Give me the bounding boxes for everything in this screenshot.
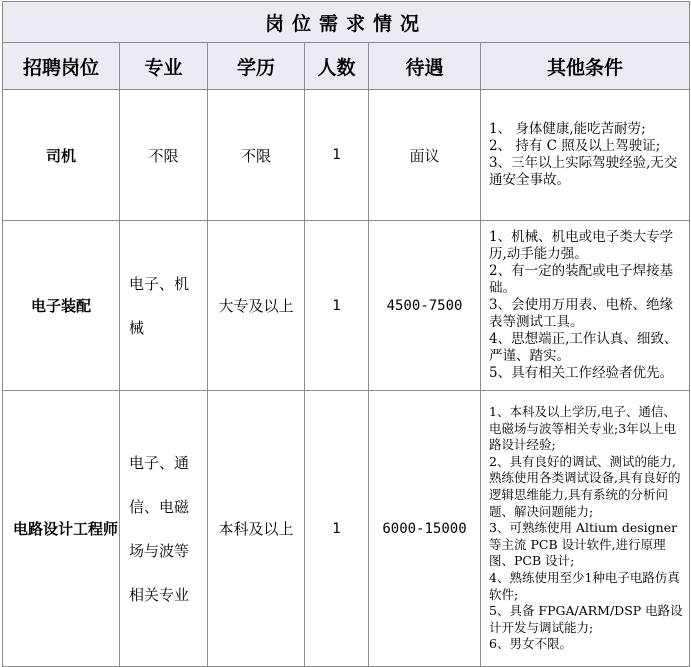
condition-item: 5、具备 FPGA/ARM/DSP 电路设计开发与调试能力;	[489, 603, 683, 635]
position-cell: 电子装配	[3, 221, 120, 391]
salary-cell: 6000-15000	[369, 391, 481, 667]
header-salary: 待遇	[369, 43, 481, 90]
table-title: 岗位需求情况	[3, 2, 690, 43]
condition-item: 3、三年以上实际驾驶经验,无交通安全事故。	[489, 155, 678, 188]
position-cell: 司机	[3, 90, 120, 221]
condition-item: 2、具有良好的调试、测试的能力,熟练使用各类调试设备,具有良好的逻辑思维能力,具有系统的分析问题、解决问题能力;	[489, 453, 681, 519]
education-cell: 大专及以上	[208, 221, 305, 391]
education-cell: 不限	[208, 90, 305, 221]
condition-item: 4、熟练使用至少1种电子电路仿真软件;	[489, 569, 680, 602]
count-cell: 1	[305, 90, 369, 221]
header-position: 招聘岗位	[3, 43, 120, 90]
conditions-cell	[481, 90, 690, 221]
condition-item: 3、可熟练使用 Altium designer 等主流 PCB 设计软件,进行原理图、PCB 设计;	[489, 520, 678, 569]
condition-item: 5、具有相关工作经验者优先。	[489, 365, 674, 381]
condition-item: 2、有一定的装配或电子焊接基础。	[489, 263, 674, 296]
condition-item: 1、 身体健康,能吃苦耐劳;	[489, 121, 646, 137]
condition-item: 1、本科及以上学历,电子、通信、电磁场与波等相关专业;3年以上电路设计经验;	[489, 404, 677, 453]
table-row	[3, 221, 690, 391]
condition-item: 3、会使用万用表、电桥、绝缘表等测试工具。	[489, 297, 674, 330]
major-cell: 电子、机械	[120, 221, 208, 391]
salary-cell: 4500-7500	[369, 221, 481, 391]
condition-item: 6、男女不限。	[489, 636, 572, 652]
condition-item: 4、思想端正,工作认真、细致、严谨、踏实。	[489, 331, 678, 364]
table-row	[3, 90, 690, 221]
table-row	[3, 391, 690, 667]
header-conditions: 其他条件	[481, 43, 690, 90]
header-count: 人数	[305, 43, 369, 90]
conditions-cell	[481, 391, 690, 667]
count-cell: 1	[305, 221, 369, 391]
conditions-cell	[481, 221, 690, 391]
education-cell: 本科及以上	[208, 391, 305, 667]
job-requirements-table	[2, 1, 689, 667]
major-cell: 电子、通信、电磁场与波等相关专业	[120, 391, 208, 667]
header-education: 学历	[208, 43, 305, 90]
count-cell: 1	[305, 391, 369, 667]
header-major: 专业	[120, 43, 208, 90]
condition-item: 1、机械、机电或电子类大专学历,动手能力强。	[489, 229, 674, 262]
salary-cell: 面议	[369, 90, 481, 221]
header-row	[3, 43, 690, 90]
position-cell: 电路设计工程师	[3, 391, 120, 667]
major-cell: 不限	[120, 90, 208, 221]
condition-item: 2、 持有 C 照及以上驾驶证;	[489, 138, 661, 154]
